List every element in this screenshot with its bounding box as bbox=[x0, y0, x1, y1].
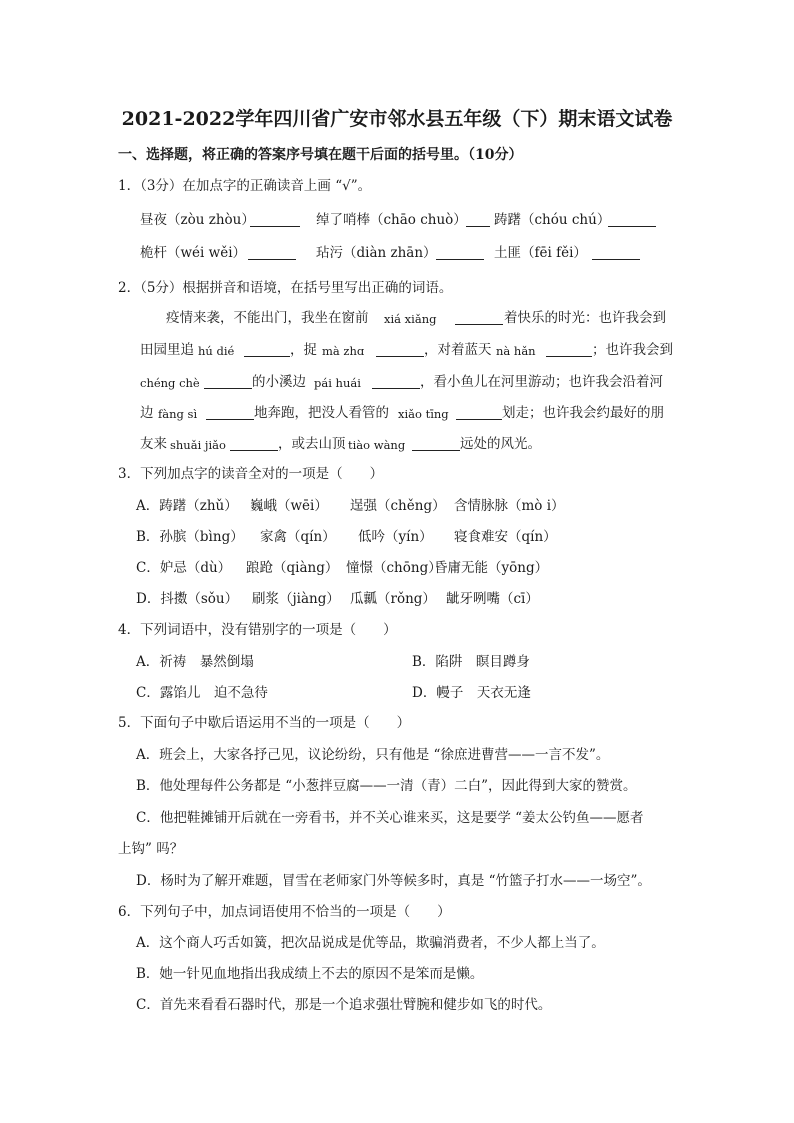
pinyin: hú dié bbox=[198, 344, 235, 358]
q1-item: 踌躇（chóu chú） bbox=[494, 212, 611, 228]
answer-blank[interactable] bbox=[372, 374, 420, 389]
option-c-part: 憧憬（chōng） bbox=[346, 560, 442, 576]
answer-blank[interactable] bbox=[608, 212, 656, 227]
option-c-part: 昏庸无能（yōng） bbox=[434, 560, 549, 576]
q2-text: 疫情来袭，不能出门，我坐在窗前 bbox=[166, 310, 369, 326]
answer-blank[interactable] bbox=[546, 342, 592, 357]
q2-text: ，或去山顶 bbox=[278, 436, 346, 452]
option-b[interactable]: B．陷阱 瞑目蹲身 bbox=[412, 654, 530, 670]
option-d[interactable]: D．抖擞（sǒu） bbox=[136, 591, 239, 607]
option-b[interactable]: B．他处理每件公务都是 “小葱拌豆腐——一清（青）二白”，因此得到大家的赞赏。 bbox=[136, 778, 637, 794]
option-b-part: 家禽（qín） bbox=[260, 529, 336, 545]
section-heading: 一、选择题，将正确的答案序号填在题干后面的括号里。（10分） bbox=[118, 147, 523, 163]
option-c[interactable]: C．妒忌（dù） bbox=[136, 560, 232, 576]
answer-blank[interactable] bbox=[244, 342, 290, 357]
option-c[interactable]: C．他把鞋摊铺开后就在一旁看书，并不关心谁来买，这是要学 “姜太公钓鱼——愿者 bbox=[136, 810, 644, 826]
q2-text: 友来 bbox=[140, 436, 167, 452]
question-4-stem: 4．下列词语中，没有错别字的一项是（ ） bbox=[118, 622, 397, 638]
answer-blank[interactable] bbox=[455, 310, 503, 325]
answer-blank[interactable] bbox=[250, 212, 300, 227]
q2-text: 地奔跑，把没人看管的 bbox=[254, 405, 389, 421]
answer-blank[interactable] bbox=[466, 212, 490, 227]
option-d[interactable]: D．幔子 天衣无逢 bbox=[412, 685, 531, 701]
option-d-part: 龇牙咧嘴（cī） bbox=[446, 591, 539, 607]
answer-blank[interactable] bbox=[456, 405, 502, 420]
option-c-continued: 上钩” 吗？ bbox=[118, 841, 184, 857]
q2-text: 边 bbox=[140, 405, 154, 421]
answer-blank[interactable] bbox=[248, 245, 296, 260]
option-c[interactable]: C．露馅儿 迫不急待 bbox=[136, 685, 268, 701]
answer-blank[interactable] bbox=[206, 405, 254, 420]
q1-item: 绰了哨棒（chāo chuò） bbox=[316, 212, 467, 228]
q2-text: ，看小鱼儿在河里游动；也许我会沿着河 bbox=[420, 374, 663, 390]
pinyin: xiǎo tīng bbox=[398, 407, 449, 421]
q2-text: ；也许我会到 bbox=[592, 342, 673, 358]
q1-item: 玷污（diàn zhān） bbox=[316, 245, 437, 261]
option-d-part: 瓜瓤（rǒng） bbox=[350, 591, 436, 607]
q1-item: 桅杆（wéi wěi） bbox=[140, 245, 247, 261]
answer-blank[interactable] bbox=[412, 436, 460, 451]
q2-text: 远处的风光。 bbox=[460, 436, 541, 452]
answer-blank[interactable] bbox=[436, 245, 484, 260]
q1-item: 土匪（fēi fěi） bbox=[494, 245, 587, 261]
option-a[interactable]: A．踌躇（zhǔ） bbox=[136, 498, 238, 514]
question-5-stem: 5．下面句子中歇后语运用不当的一项是（ ） bbox=[118, 715, 411, 731]
option-a-part: 逞强（chěng） bbox=[350, 498, 446, 514]
page-title: 2021-2022学年四川省广安市邻水县五年级（下）期末语文试卷 bbox=[121, 108, 673, 130]
option-a-part: 巍峨（wēi） bbox=[250, 498, 328, 514]
pinyin: mà zhɑ bbox=[322, 344, 365, 358]
answer-blank[interactable] bbox=[230, 436, 278, 451]
q1-item: 昼夜（zòu zhòu） bbox=[140, 212, 255, 228]
pinyin: pái huái bbox=[314, 376, 361, 390]
option-b-part: 低吟（yín） bbox=[358, 529, 433, 545]
answer-blank[interactable] bbox=[592, 245, 640, 260]
option-b[interactable]: B．孙膑（bìng） bbox=[136, 529, 244, 545]
pinyin: fàng sì bbox=[158, 407, 198, 421]
pinyin: nà hǎn bbox=[496, 344, 536, 358]
pinyin: xiá xiǎng bbox=[384, 312, 437, 326]
q2-text: ，捉 bbox=[290, 342, 317, 358]
option-d[interactable]: D．杨时为了解开难题，冒雪在老师家门外等候多时，真是 “竹篮子打水——一场空”。 bbox=[136, 873, 651, 889]
question-6-stem: 6．下列句子中，加点词语使用不恰当的一项是（ ） bbox=[118, 904, 451, 920]
option-c[interactable]: C．首先来看看石器时代，那是一个追求强壮臂腕和健步如飞的时代。 bbox=[136, 997, 552, 1013]
q2-text: 田园里追 bbox=[140, 342, 194, 358]
q2-text: 划走；也许我会约最好的朋 bbox=[502, 405, 664, 421]
option-d-part: 刷浆（jiàng） bbox=[252, 591, 340, 607]
option-a[interactable]: A．班会上，大家各抒己见，议论纷纷，只有他是 “徐庶进曹营——一言不发”。 bbox=[136, 747, 610, 763]
q2-text: 的小溪边 bbox=[252, 374, 306, 390]
q2-text: 着快乐的时光：也许我会到 bbox=[504, 310, 666, 326]
option-a[interactable]: A．祈祷 暴然倒塌 bbox=[136, 654, 254, 670]
answer-blank[interactable] bbox=[376, 342, 424, 357]
option-b-part: 寝食难安（qín） bbox=[454, 529, 557, 545]
pinyin: chéng chè bbox=[140, 376, 200, 390]
option-c-part: 踉跄（qiàng） bbox=[246, 560, 339, 576]
answer-blank[interactable] bbox=[204, 374, 252, 389]
q2-text: ，对着蓝天 bbox=[424, 342, 492, 358]
pinyin: shuǎi jiǎo bbox=[170, 438, 226, 452]
option-a[interactable]: A．这个商人巧舌如簧，把次品说成是优等品，欺骗消费者，不少人都上当了。 bbox=[136, 935, 605, 951]
question-3-stem: 3．下列加点字的读音全对的一项是（ ） bbox=[118, 466, 384, 482]
question-1-stem: 1．（3分）在加点字的正确读音上画 “√”。 bbox=[118, 178, 372, 194]
pinyin: tiào wàng bbox=[348, 438, 406, 452]
option-b[interactable]: B．她一针见血地指出我成绩上不去的原因不是笨而是懒。 bbox=[136, 966, 484, 982]
question-2-stem: 2．（5分）根据拼音和语境，在括号里写出正确的词语。 bbox=[118, 280, 453, 296]
option-a-part: 含情脉脉（mò i） bbox=[454, 498, 565, 514]
